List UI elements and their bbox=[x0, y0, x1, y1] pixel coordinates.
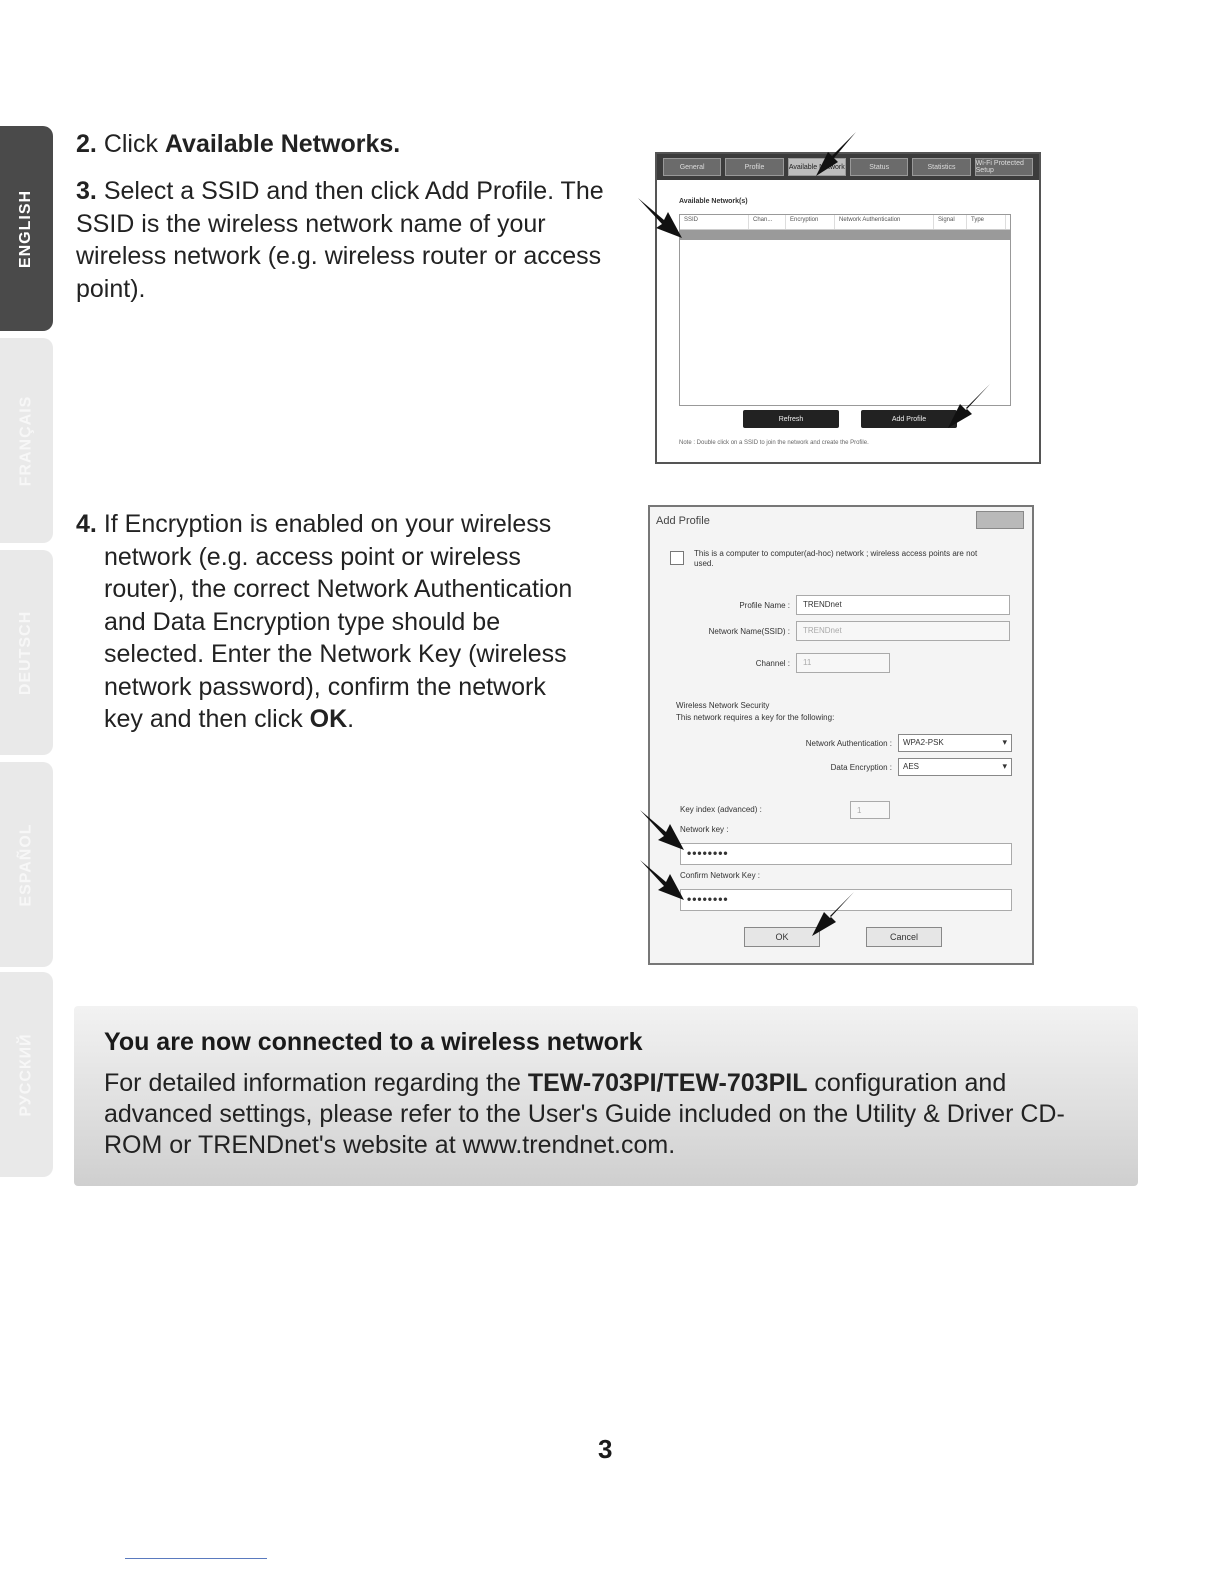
double-click-note: Note : Double click on a SSID to join the network and create the Profile. bbox=[679, 440, 869, 446]
key-index-select: 1 bbox=[850, 801, 890, 819]
tab-wps[interactable]: Wi-Fi Protected Setup bbox=[975, 158, 1033, 176]
step-text: Select a SSID and then click Add Profile. The SSID is the wireless network name of your wireless network (e.g. wireless router or access point). bbox=[76, 177, 604, 303]
col-signal[interactable]: Signal bbox=[934, 215, 967, 229]
step-text-end: . bbox=[347, 705, 355, 733]
arrow-icon bbox=[634, 192, 686, 244]
lang-tab-label: ENGLISH bbox=[17, 189, 35, 268]
info-heading: You are now connected to a wireless network bbox=[104, 1028, 643, 1056]
col-ssid[interactable]: SSID bbox=[680, 215, 749, 229]
col-type[interactable]: Type bbox=[967, 215, 1006, 229]
lang-tab-label: DEUTSCH bbox=[17, 610, 35, 695]
adhoc-checkbox[interactable] bbox=[670, 551, 684, 565]
step-bold-text: Available Networks. bbox=[164, 130, 401, 158]
encryption-select[interactable]: AES ▾ bbox=[898, 758, 1012, 776]
cancel-button[interactable]: Cancel bbox=[866, 927, 942, 947]
adhoc-label: This is a computer to computer(ad-hoc) network ; wireless access points are not used. bbox=[694, 549, 978, 568]
tab-general[interactable]: General bbox=[663, 158, 721, 176]
network-row-selected[interactable] bbox=[680, 230, 1010, 240]
tab-statistics[interactable]: Statistics bbox=[912, 158, 970, 176]
ssid-label: Network Name(SSID) : bbox=[708, 627, 790, 636]
info-model-name: TEW-703PI/TEW-703PIL bbox=[527, 1069, 808, 1097]
add-profile-button[interactable]: Add Profile bbox=[861, 410, 957, 428]
col-auth[interactable]: Network Authentication bbox=[835, 215, 934, 229]
lang-tab-label: FRANÇAIS bbox=[17, 395, 35, 486]
network-key-label: Network key : bbox=[680, 825, 729, 834]
profile-name-input[interactable]: TRENDnet bbox=[796, 595, 1010, 615]
encryption-label: Data Encryption : bbox=[830, 763, 892, 772]
step-2 bbox=[76, 128, 616, 161]
dialog-title: Add Profile bbox=[656, 515, 710, 527]
info-text-post: configuration and advanced settings, please refer to the User's Guide included on the Utility & Driver CD-ROM or TRENDnet's website at www.trendnet.com. bbox=[104, 1069, 1065, 1159]
lang-tab-english[interactable] bbox=[0, 126, 53, 331]
lang-tab-label: РУССКИЙ bbox=[17, 1032, 35, 1117]
arrow-icon bbox=[636, 856, 688, 908]
step-number: 2. bbox=[76, 130, 97, 158]
info-text-pre: For detailed information regarding the bbox=[104, 1069, 528, 1097]
lang-tab-russian[interactable] bbox=[0, 972, 53, 1177]
arrow-icon bbox=[944, 380, 996, 432]
tab-available-network[interactable]: Available Network bbox=[788, 158, 846, 176]
lang-tab-label: ESPAÑOL bbox=[17, 822, 35, 907]
security-title: Wireless Network Security bbox=[676, 701, 770, 710]
tab-profile[interactable]: Profile bbox=[725, 158, 783, 176]
lang-tab-deutsch[interactable] bbox=[0, 550, 53, 755]
connected-info-box bbox=[74, 1006, 1138, 1186]
col-encryption[interactable]: Encryption bbox=[786, 215, 835, 229]
auth-select[interactable]: WPA2-PSK ▾ bbox=[898, 734, 1012, 752]
profile-name-label: Profile Name : bbox=[739, 601, 790, 610]
step-text: Click bbox=[103, 130, 165, 158]
page-number: 3 bbox=[598, 1434, 613, 1464]
arrow-icon bbox=[636, 806, 688, 858]
ssid-input: TRENDnet bbox=[796, 621, 1010, 641]
available-networks-heading: Available Network(s) bbox=[679, 198, 748, 205]
arrow-icon bbox=[808, 888, 860, 940]
step-3 bbox=[76, 175, 616, 305]
confirm-key-label: Confirm Network Key : bbox=[680, 871, 761, 880]
lang-tab-espanol[interactable] bbox=[0, 762, 53, 967]
footer-divider bbox=[125, 1558, 267, 1559]
security-subtitle: This network requires a key for the following: bbox=[676, 713, 835, 722]
tab-status[interactable]: Status bbox=[850, 158, 908, 176]
col-channel[interactable]: Chan... bbox=[749, 215, 786, 229]
auth-label: Network Authentication : bbox=[805, 739, 892, 748]
close-icon[interactable] bbox=[976, 511, 1024, 529]
step-bold-text: OK bbox=[309, 705, 348, 733]
ok-button[interactable]: OK bbox=[744, 927, 820, 947]
channel-select: 11 bbox=[796, 653, 890, 673]
network-list-header bbox=[680, 215, 1010, 230]
key-index-label: Key index (advanced) : bbox=[680, 805, 762, 814]
channel-label: Channel : bbox=[755, 659, 790, 668]
info-text bbox=[104, 1068, 1094, 1161]
step-number: 4. bbox=[76, 510, 97, 538]
arrow-icon bbox=[812, 128, 864, 180]
network-key-input[interactable]: •••••••• bbox=[680, 843, 1012, 865]
network-list[interactable] bbox=[679, 214, 1011, 406]
step-number: 3. bbox=[76, 177, 97, 205]
confirm-key-input[interactable]: •••••••• bbox=[680, 889, 1012, 911]
step-text: If Encryption is enabled on your wireless network (e.g. access point or wireless router), the correct Network Authentication and Data Encryption type should be selected. Enter the Network Key (wireless network password), confirm the network key and then click bbox=[103, 510, 573, 733]
step-4 bbox=[76, 508, 586, 736]
refresh-button[interactable]: Refresh bbox=[743, 410, 839, 428]
lang-tab-francais[interactable] bbox=[0, 338, 53, 543]
